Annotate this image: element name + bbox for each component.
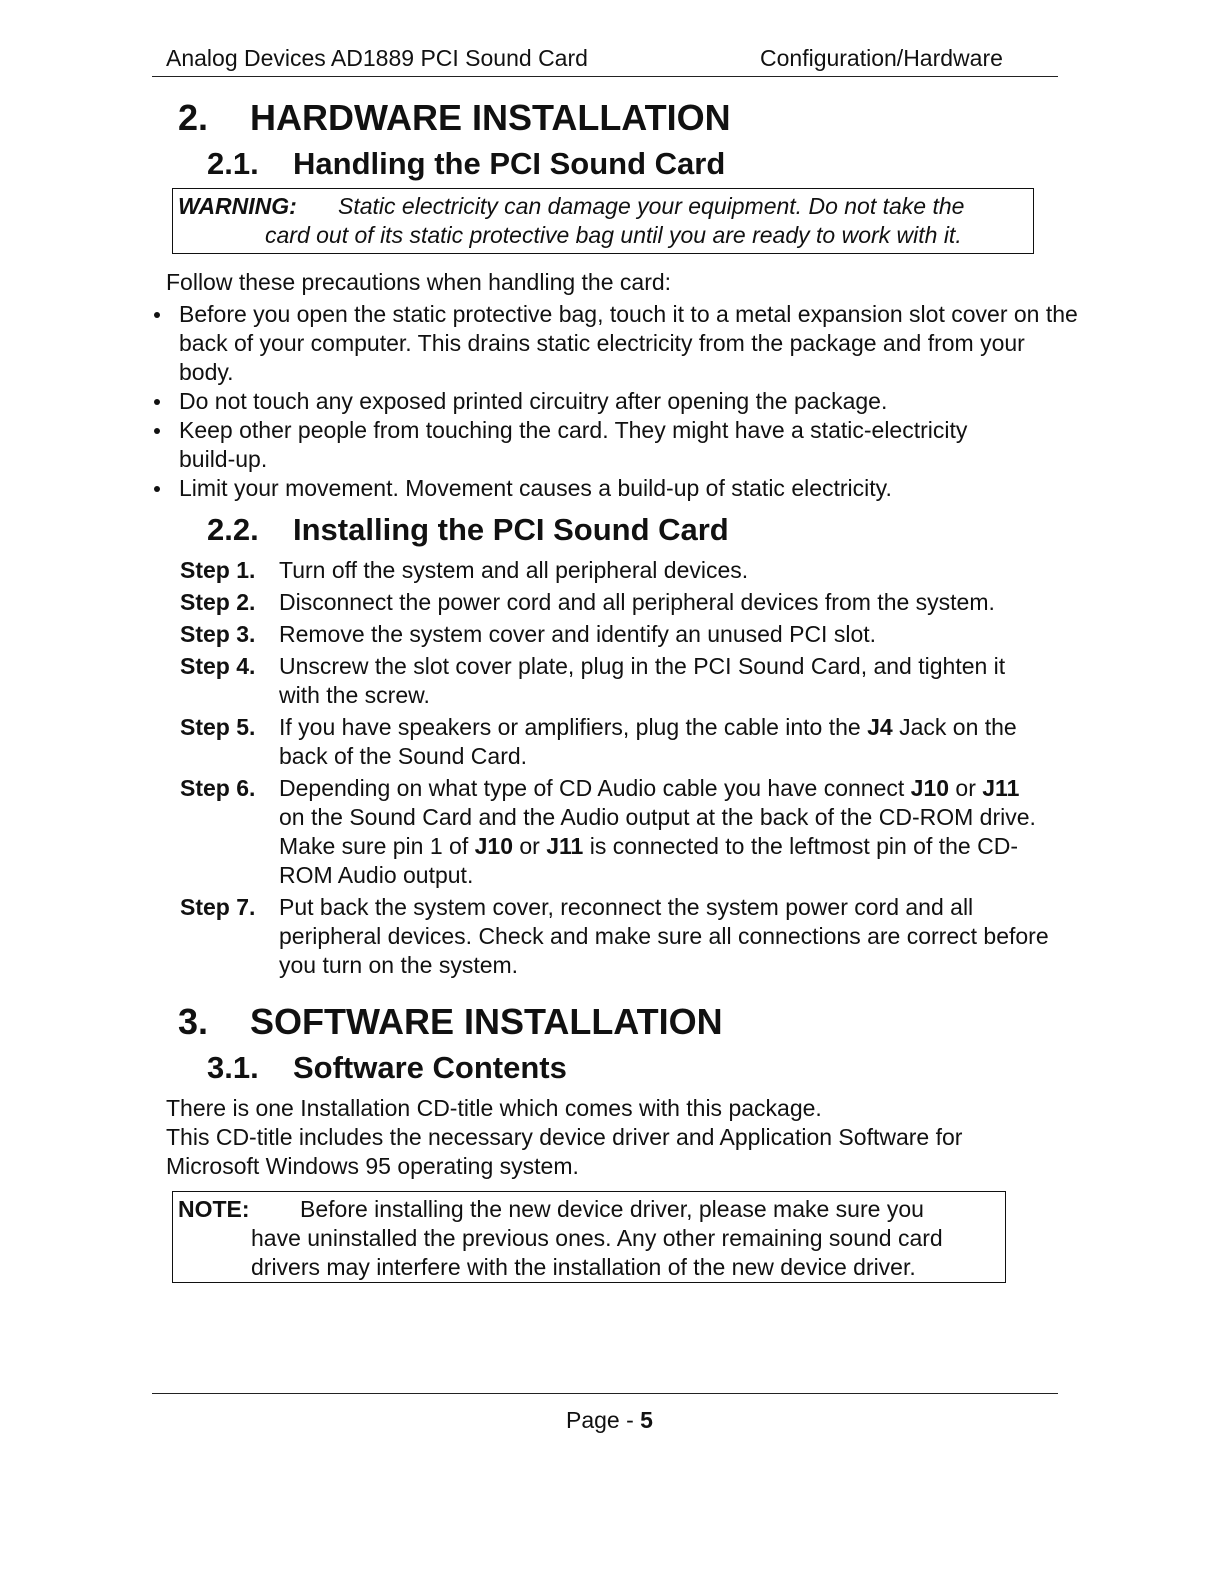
note-box	[172, 1191, 1006, 1283]
step-text-part: or	[512, 833, 547, 859]
step-item	[180, 620, 1049, 649]
list-item: Do not touch any exposed printed circuitry after opening the package.	[150, 387, 1079, 416]
software-para-2-line-2: Microsoft Windows 95 operating system.	[166, 1153, 579, 1179]
software-para-1: There is one Installation CD-title which comes with this package.	[166, 1095, 822, 1121]
section-2-number: 2.	[178, 97, 209, 138]
step-text: Unscrew the slot cover plate, plug in the PCI Sound Card, and tighten it with the screw.	[279, 653, 1006, 708]
section-2-1-heading	[207, 145, 725, 183]
page-prefix: Page -	[566, 1407, 641, 1433]
list-item: Keep other people from touching the card. They might have a static-electricity build-up.	[150, 416, 1009, 474]
running-header-right: Configuration/Hardware	[760, 45, 1003, 71]
step-text-part: on the Sound Card and the Audio output at the back of the CD-ROM drive. Make sure pin 1 of	[279, 804, 1036, 859]
section-3-number: 3.	[178, 1001, 209, 1042]
jack-ref: J11	[982, 775, 1020, 801]
section-3-1-heading	[207, 1049, 567, 1087]
section-2-title: HARDWARE INSTALLATION	[250, 97, 731, 138]
step-label: Step 5.	[180, 714, 256, 740]
page-number	[566, 1406, 653, 1434]
jack-ref: J10	[474, 833, 513, 859]
step-label: Step 1.	[180, 557, 256, 583]
step-label: Step 7.	[180, 894, 256, 920]
step-text	[279, 774, 1049, 890]
section-3-title: SOFTWARE INSTALLATION	[250, 1001, 723, 1042]
step-text: Remove the system cover and identify an unused PCI slot.	[279, 621, 877, 647]
header-rule	[152, 76, 1058, 77]
warning-label: WARNING:	[178, 193, 297, 219]
step-label: Step 6.	[180, 775, 256, 801]
software-para-2-line-1: This CD-title includes the necessary device driver and Application Software for	[166, 1124, 963, 1150]
note-text-3: drivers may interfere with the installation of the new device driver.	[251, 1254, 916, 1280]
step-text-part: Depending on what type of CD Audio cable you have connect	[279, 775, 911, 801]
precaution-list	[150, 300, 1079, 503]
note-text-1: Before installing the new device driver, please make sure you	[300, 1196, 924, 1222]
step-text	[279, 713, 1049, 771]
list-item: Before you open the static protective bag, touch it to a metal expansion slot cover on the back of your computer. This drains static electricity from the package and from your body.	[150, 300, 1079, 387]
step-item	[180, 652, 1049, 710]
warning-line-1	[178, 192, 1027, 221]
section-3-1-title: Software Contents	[293, 1050, 567, 1085]
section-2-2-heading	[207, 511, 729, 549]
note-line-1	[178, 1195, 999, 1224]
section-2-1-title: Handling the PCI Sound Card	[293, 146, 726, 181]
page-number-value: 5	[640, 1407, 653, 1433]
step-text: Turn off the system and all peripheral devices.	[279, 557, 749, 583]
step-text-part: is connected to the leftmost pin of the CD-ROM Audio output.	[279, 833, 1018, 888]
step-item	[180, 774, 1049, 890]
section-3-1-number: 3.1.	[207, 1050, 259, 1085]
section-2-2-title: Installing the PCI Sound Card	[293, 512, 729, 547]
handling-intro: Follow these precautions when handling the card:	[166, 269, 672, 295]
running-header-left: Analog Devices AD1889 PCI Sound Card	[166, 45, 588, 71]
step-text-part: or	[949, 775, 983, 801]
step-label: Step 3.	[180, 621, 256, 647]
warning-text-2: card out of its static protective bag until you are ready to work with it.	[265, 222, 962, 248]
step-item	[180, 893, 1049, 980]
section-2-2-number: 2.2.	[207, 512, 259, 547]
step-text-part: Jack on the back of the Sound Card.	[279, 714, 1017, 769]
step-item	[180, 588, 1049, 617]
jack-ref: J10	[910, 775, 950, 801]
section-2-1-number: 2.1.	[207, 146, 259, 181]
warning-box	[172, 188, 1034, 254]
step-text: Disconnect the power cord and all peripheral devices from the system.	[279, 589, 995, 615]
step-label: Step 2.	[180, 589, 256, 615]
installation-steps	[180, 556, 1049, 983]
section-2-heading	[178, 97, 731, 139]
jack-ref: J11	[546, 833, 584, 859]
section-3-heading	[178, 1001, 723, 1043]
step-text-part: If you have speakers or amplifiers, plug the cable into the	[279, 714, 868, 740]
jack-ref: J4	[867, 714, 893, 740]
note-label: NOTE:	[178, 1196, 250, 1222]
list-item: Limit your movement. Movement causes a build-up of static electricity.	[150, 474, 1079, 503]
step-item	[180, 713, 1049, 771]
footer-rule	[152, 1393, 1058, 1394]
warning-text-1: Static electricity can damage your equipment. Do not take the	[338, 193, 965, 219]
step-label: Step 4.	[180, 653, 256, 679]
step-text: Put back the system cover, reconnect the system power cord and all peripheral devices. Check and make sure all connections are correct before you turn on the system.	[279, 894, 1049, 978]
note-text-2: have uninstalled the previous ones. Any other remaining sound card	[251, 1225, 943, 1251]
step-item	[180, 556, 1049, 585]
